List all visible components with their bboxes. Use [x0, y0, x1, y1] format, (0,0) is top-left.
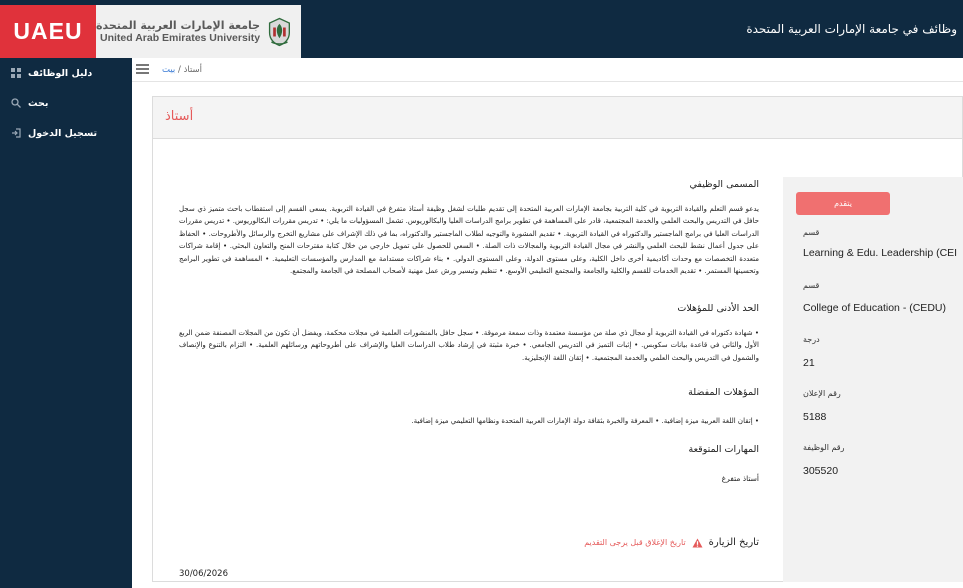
- logo-text: [96, 19, 260, 45]
- job-card: [152, 96, 963, 582]
- visit-date-row: [584, 537, 759, 548]
- department-label: قسم: [803, 228, 820, 237]
- college-value: College of Education - (CEDU): [803, 302, 946, 314]
- preferred-qualifications-text: • إتقان اللغة العربية ميزة إضافية. • المعرفة والخبرة بثقافة دولة الإمارات العربية المتحدة ونظامها التعليمي ميزة إضافية.: [411, 417, 759, 425]
- warning-icon: [692, 538, 703, 548]
- sidebar: [0, 58, 132, 588]
- sidebar-item-job-directory[interactable]: [0, 63, 132, 83]
- sign-in-icon: [9, 126, 23, 140]
- sidebar-item-search[interactable]: [0, 93, 132, 113]
- university-emblem-icon: [266, 15, 293, 49]
- page-title: أستاذ: [165, 109, 194, 124]
- breadcrumb: [162, 65, 202, 75]
- top-bar: [0, 0, 963, 58]
- job-title-heading: المسمى الوظيفي: [689, 179, 759, 190]
- min-qualifications-heading: الحد الأدنى للمؤهلات: [677, 303, 759, 314]
- logo-arabic-name: جامعة الإمارات العربية المتحدة: [96, 18, 261, 32]
- job-card-header: [153, 97, 962, 139]
- advert-number-value: 5188: [803, 411, 827, 423]
- min-qualifications-text: • شهادة دكتوراه في القيادة التربوية أو مجال ذي صلة من مؤسسة معتمدة وذات سمعة مرموقة. • سجل حافل بالمنشورات العلمية في مجلات محكمة، ويفضل أن تكون من المجلات المصنفة ضمن الربع الأول والثاني في قاعدة بيانات سكوبس. • إثبات التميز في التدريس الجامعي. • خبرة مثبتة في إرشاد طلاب الدراسات العليا والإشراف على أطروحاتهم ورسائلهم العلمية. • التزام بالتنوع والإنصاف والشمول في التدريس والبحث العلمي والخدمة المجتمعية. • إتقان اللغة الإنجليزية.: [179, 329, 759, 362]
- visit-date-value: 30/06/2026: [179, 569, 228, 579]
- search-icon: [9, 96, 23, 110]
- job-description: يدعو قسم التعلم والقيادة التربوية في كلية التربية بجامعة الإمارات العربية المتحدة إلى تقديم طلبات لشغل وظيفة أستاذ متفرغ في القيادة التربوية. يسعى القسم إلى استقطاب باحث متميز ذي سجل حافل في التدريس والبحث العلمي والخدمة المجتمعية، قادر على المساهمة في تطوير برامج الدراسات العليا والبكالوريوس. تشمل المسؤوليات ما يلي: • تدريس مقررات البكالوريوس. • تدريس مقررات الدراسات العليا في برامج الماجستير والدكتوراه في القيادة التربوية. • تقديم المشورة والتوجيه لطلاب الماجستير والدكتوراه، بما في ذلك الإشراف على مشاريع التخرج والرسائل والأطروحات. • الحفاظ على جدول أعمال نشط للبحث العلمي والنشر في مجال القيادة التربوية والمجالات ذات الصلة. • السعي للحصول على تمويل خارجي من خلال كتابة مقترحات المنح والتعاون البحثي. • إقامة شراكات متعددة التخصصات مع وحدات أكاديمية أخرى داخل الكلية، وعلى مستوى الدولة، وعلى المستوى الدولي. • بناء شراكات مستدامة مع المدارس والمؤسسات التعليمية. • المساهمة في تطوير البرامج وتحسينها المستمر. • تقديم الخدمات للقسم والكلية والجامعة والمجتمع التعليمي الأوسع. • تنظيم وتيسير ورش عمل مهنية لأصحاب المصلحة في الجامعة والمجتمع.: [179, 205, 759, 276]
- preferred-qualifications-heading: المؤهلات المفضلة: [688, 387, 759, 398]
- visit-date-label: تاريخ الزيارة: [708, 537, 759, 548]
- university-logo[interactable]: [96, 5, 301, 58]
- sidebar-item-label: تسجيل الدخول: [28, 127, 98, 139]
- job-number-label: رقم الوظيفة: [803, 443, 845, 452]
- college-label: قسم: [803, 281, 820, 290]
- grid-icon: [9, 66, 23, 80]
- grade-value: 21: [803, 357, 815, 369]
- breadcrumb-separator: /: [177, 65, 181, 75]
- breadcrumb-home-link[interactable]: بيت: [162, 65, 176, 75]
- department-value: Learning & Edu. Leadership (CEI: [803, 247, 958, 259]
- expected-skills-text: أستاذ متفرغ: [721, 474, 759, 483]
- sidebar-item-label: بحث: [28, 97, 49, 109]
- advert-number-label: رقم الإعلان: [803, 389, 841, 398]
- sidebar-item-label: دليل الوظائف: [28, 67, 93, 79]
- menu-toggle-icon[interactable]: [136, 64, 149, 74]
- closing-date-note: تاريخ الإغلاق قبل يرجى التقديم: [584, 538, 686, 547]
- main-content: [132, 58, 963, 588]
- grade-label: درجة: [803, 335, 820, 344]
- job-number-value: 305520: [803, 465, 839, 477]
- logo-english-name: United Arab Emirates University: [100, 31, 261, 44]
- apply-button[interactable]: يتقدم: [796, 192, 890, 215]
- sidebar-item-login[interactable]: [0, 123, 132, 143]
- header-title: وظائف في جامعة الإمارات العربية المتحدة: [746, 22, 957, 36]
- breadcrumb-bar: [132, 58, 963, 82]
- job-summary-panel: [783, 177, 963, 582]
- expected-skills-heading: المهارات المتوقعة: [688, 444, 759, 455]
- breadcrumb-current: أستاذ: [183, 65, 202, 75]
- uaeu-brand-logo[interactable]: UAEU: [0, 5, 96, 58]
